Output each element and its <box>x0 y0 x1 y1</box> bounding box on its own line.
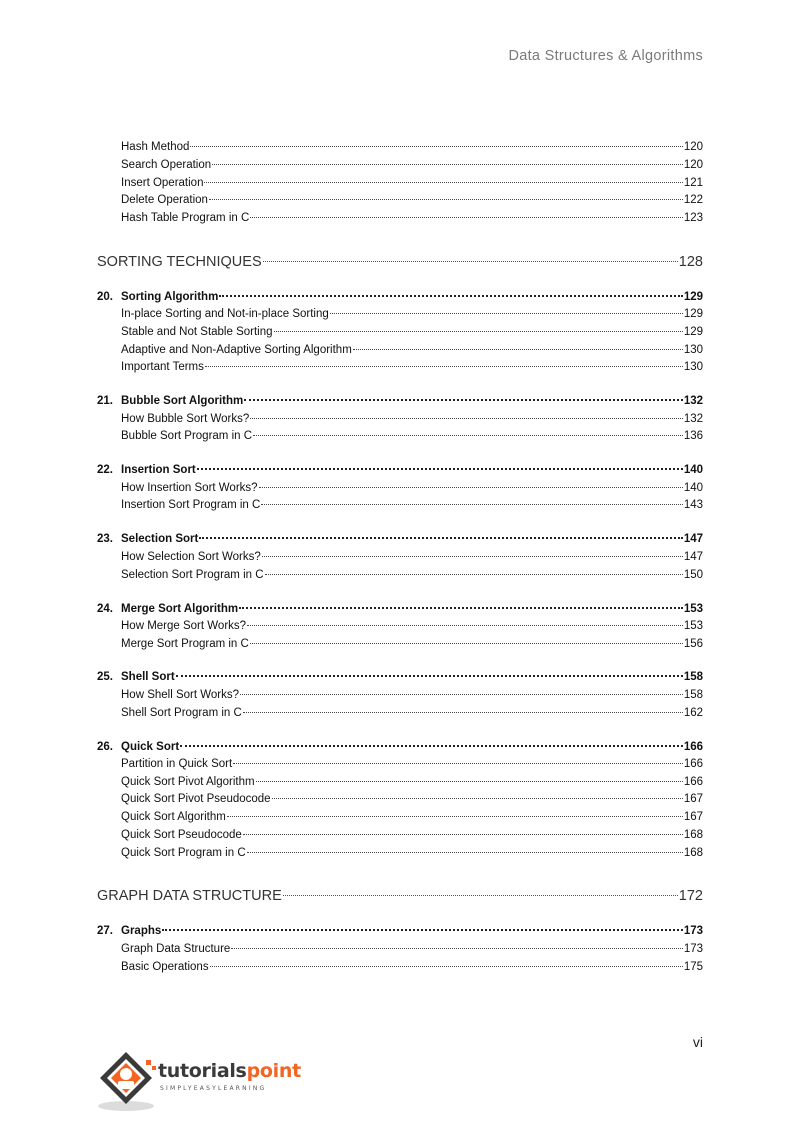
toc-entry-label: Hash Method <box>121 141 190 153</box>
toc-chapter-25[interactable] <box>97 669 703 685</box>
dot-leader <box>247 851 683 853</box>
dot-leader <box>240 693 683 695</box>
dot-leader <box>353 348 683 350</box>
part-page: 128 <box>678 254 703 270</box>
dot-leader <box>250 642 683 644</box>
logo-emblem-icon <box>96 1048 160 1114</box>
toc-entry-label: Shell Sort Program in C <box>121 707 242 719</box>
dot-leader <box>262 555 683 557</box>
chapter-number: 26. <box>97 741 113 753</box>
toc-entry-page: 140 <box>683 482 703 494</box>
logo-wordmark: tutorialspoint <box>158 1060 301 1082</box>
toc-entry-page: 167 <box>683 793 703 805</box>
toc-chapter-20[interactable] <box>97 289 703 305</box>
toc-part-graph[interactable] <box>97 886 703 906</box>
chapter-title: Sorting Algorithm <box>121 291 219 303</box>
chapter-page: 140 <box>683 464 703 476</box>
toc-entry-page: 153 <box>683 620 703 632</box>
chapter-number: 23. <box>97 533 113 545</box>
toc-entry-page: 158 <box>683 689 703 701</box>
toc-entry-label: Insertion Sort Program in C <box>121 499 261 511</box>
dot-leader <box>205 365 683 367</box>
toc-entry[interactable] <box>121 411 703 427</box>
chapter-page: 173 <box>683 925 703 937</box>
toc-part-sorting[interactable] <box>97 252 703 272</box>
dot-leader <box>204 181 682 183</box>
toc-entry-label: How Shell Sort Works? <box>121 689 240 701</box>
dot-leader <box>231 947 683 949</box>
dot-leader <box>330 312 683 314</box>
toc-entry-page: 162 <box>683 707 703 719</box>
dot-leader <box>247 624 683 626</box>
toc-entry-label: Quick Sort Pseudocode <box>121 829 242 841</box>
toc-entry-page: 122 <box>683 194 703 206</box>
toc-chapter-24[interactable] <box>97 601 703 617</box>
toc-entry[interactable] <box>121 959 703 975</box>
toc-entry-label: Selection Sort Program in C <box>121 569 264 581</box>
dot-leader <box>180 744 683 747</box>
toc-entry[interactable] <box>121 705 703 721</box>
toc-entry[interactable] <box>121 809 703 825</box>
toc-entry-page: 130 <box>683 344 703 356</box>
chapter-title: Quick Sort <box>121 741 180 753</box>
toc-entry[interactable] <box>121 342 703 358</box>
toc-entry[interactable] <box>121 618 703 634</box>
toc-entry-page: 132 <box>683 413 703 425</box>
toc-chapter-21[interactable] <box>97 393 703 409</box>
chapter-page: 153 <box>683 603 703 615</box>
logo-tagline: SIMPLYEASYLEARNING <box>160 1085 267 1092</box>
toc-entry-label: How Bubble Sort Works? <box>121 413 250 425</box>
toc-entry[interactable] <box>121 774 703 790</box>
toc-entry-label: Delete Operation <box>121 194 208 206</box>
toc-entry[interactable] <box>121 756 703 772</box>
toc-entry-page: 167 <box>683 811 703 823</box>
toc-entry-page: 120 <box>683 141 703 153</box>
chapter-number: 22. <box>97 464 113 476</box>
toc-entry-page: 168 <box>683 847 703 859</box>
toc-entry-label: Quick Sort Algorithm <box>121 811 226 823</box>
toc-entry-page: 130 <box>683 361 703 373</box>
dot-leader <box>250 417 683 419</box>
chapter-number: 25. <box>97 671 113 683</box>
toc-entry[interactable] <box>121 791 703 807</box>
toc-entry-page: 173 <box>683 943 703 955</box>
dot-leader <box>243 833 683 835</box>
dot-leader <box>243 711 683 713</box>
toc-chapter-27[interactable] <box>97 923 703 939</box>
dot-leader <box>212 163 683 165</box>
dot-leader <box>219 294 683 297</box>
dot-leader <box>261 503 682 505</box>
running-header: Data Structures & Algorithms <box>508 48 703 64</box>
part-label: GRAPH DATA STRUCTURE <box>97 888 282 904</box>
toc-entry-label: Adaptive and Non-Adaptive Sorting Algorithm <box>121 344 352 356</box>
dot-leader <box>162 928 683 931</box>
chapter-title: Selection Sort <box>121 533 199 545</box>
toc-entry[interactable] <box>121 157 703 173</box>
toc-entry-page: 121 <box>683 177 703 189</box>
toc-entry[interactable] <box>121 359 703 375</box>
toc-entry-label: In-place Sorting and Not-in-place Sorting <box>121 308 329 320</box>
toc-entry-page: 166 <box>683 776 703 788</box>
chapter-page: 132 <box>683 395 703 407</box>
dot-leader <box>233 762 683 764</box>
chapter-number: 27. <box>97 925 113 937</box>
toc-chapter-26[interactable] <box>97 739 703 755</box>
toc-entry[interactable] <box>121 192 703 208</box>
toc-entry-label: Important Terms <box>121 361 204 373</box>
toc-entry-label: Hash Table Program in C <box>121 212 250 224</box>
dot-leader <box>197 467 683 470</box>
toc-entry-page: 147 <box>683 551 703 563</box>
toc-entry-page: 129 <box>683 308 703 320</box>
toc-entry-label: Quick Sort Pivot Algorithm <box>121 776 255 788</box>
toc-entry-page: 175 <box>683 961 703 973</box>
toc-entry-label: Quick Sort Program in C <box>121 847 246 859</box>
toc-entry[interactable] <box>121 480 703 496</box>
dot-leader <box>199 536 682 539</box>
toc-entry-label: Basic Operations <box>121 961 209 973</box>
toc-entry-label: How Insertion Sort Works? <box>121 482 258 494</box>
dot-leader <box>244 398 683 401</box>
toc-entry-page: 120 <box>683 159 703 171</box>
toc-entry[interactable] <box>121 306 703 322</box>
toc-entry-page: 150 <box>683 569 703 581</box>
toc-entry-label: Stable and Not Stable Sorting <box>121 326 273 338</box>
toc-entry[interactable] <box>121 941 703 957</box>
toc-entry-label: Quick Sort Pivot Pseudocode <box>121 793 271 805</box>
part-label: SORTING TECHNIQUES <box>97 254 262 270</box>
dot-leader <box>272 797 683 799</box>
chapter-page: 166 <box>683 741 703 753</box>
toc-entry-label: Graph Data Structure <box>121 943 231 955</box>
toc-entry[interactable] <box>121 324 703 340</box>
toc-entry[interactable] <box>121 139 703 155</box>
toc-entry[interactable] <box>121 428 703 444</box>
part-page: 172 <box>678 888 703 904</box>
dot-leader <box>210 965 683 967</box>
toc-entry-label: Merge Sort Program in C <box>121 638 249 650</box>
dot-leader <box>274 330 683 332</box>
toc-entry-page: 143 <box>683 499 703 511</box>
toc-chapter-23[interactable] <box>97 531 703 547</box>
toc-entry[interactable] <box>121 687 703 703</box>
dot-leader <box>263 260 678 262</box>
dot-leader <box>227 815 683 817</box>
toc-entry[interactable] <box>121 497 703 513</box>
toc-entry[interactable] <box>121 549 703 565</box>
toc-entry-page: 136 <box>683 430 703 442</box>
dot-leader <box>283 894 678 896</box>
chapter-title: Merge Sort Algorithm <box>121 603 239 615</box>
chapter-title: Bubble Sort Algorithm <box>121 395 244 407</box>
toc-entry-label: How Merge Sort Works? <box>121 620 247 632</box>
tutorialspoint-logo <box>96 1048 326 1114</box>
toc-entry-page: 166 <box>683 758 703 770</box>
toc-entry-label: How Selection Sort Works? <box>121 551 261 563</box>
chapter-number: 21. <box>97 395 113 407</box>
toc-entry[interactable] <box>121 210 703 226</box>
dot-leader <box>256 780 683 782</box>
toc-entry-page: 123 <box>683 212 703 224</box>
toc-entry[interactable] <box>121 827 703 843</box>
toc-entry-page: 129 <box>683 326 703 338</box>
toc-entry-label: Insert Operation <box>121 177 204 189</box>
chapter-page: 129 <box>683 291 703 303</box>
toc-entry-page: 156 <box>683 638 703 650</box>
chapter-title: Insertion Sort <box>121 464 196 476</box>
dot-leader <box>190 145 682 147</box>
dot-leader <box>176 674 683 677</box>
toc-entry-label: Search Operation <box>121 159 212 171</box>
toc-entry[interactable] <box>121 636 703 652</box>
toc-entry[interactable] <box>121 845 703 861</box>
chapter-title: Graphs <box>121 925 162 937</box>
toc-entry-label: Partition in Quick Sort <box>121 758 233 770</box>
dot-leader <box>253 434 683 436</box>
dot-leader <box>265 573 683 575</box>
toc-chapter-22[interactable] <box>97 462 703 478</box>
chapter-number: 20. <box>97 291 113 303</box>
dot-leader <box>239 606 683 609</box>
toc-entry-page: 168 <box>683 829 703 841</box>
dot-leader <box>209 198 683 200</box>
chapter-number: 24. <box>97 603 113 615</box>
chapter-page: 147 <box>683 533 703 545</box>
chapter-title: Shell Sort <box>121 671 175 683</box>
toc-entry[interactable] <box>121 567 703 583</box>
dot-leader <box>250 216 683 218</box>
toc-entry[interactable] <box>121 175 703 191</box>
dot-leader <box>259 486 683 488</box>
toc-entry-label: Bubble Sort Program in C <box>121 430 253 442</box>
page-number: vi <box>692 1034 703 1050</box>
chapter-page: 158 <box>683 671 703 683</box>
